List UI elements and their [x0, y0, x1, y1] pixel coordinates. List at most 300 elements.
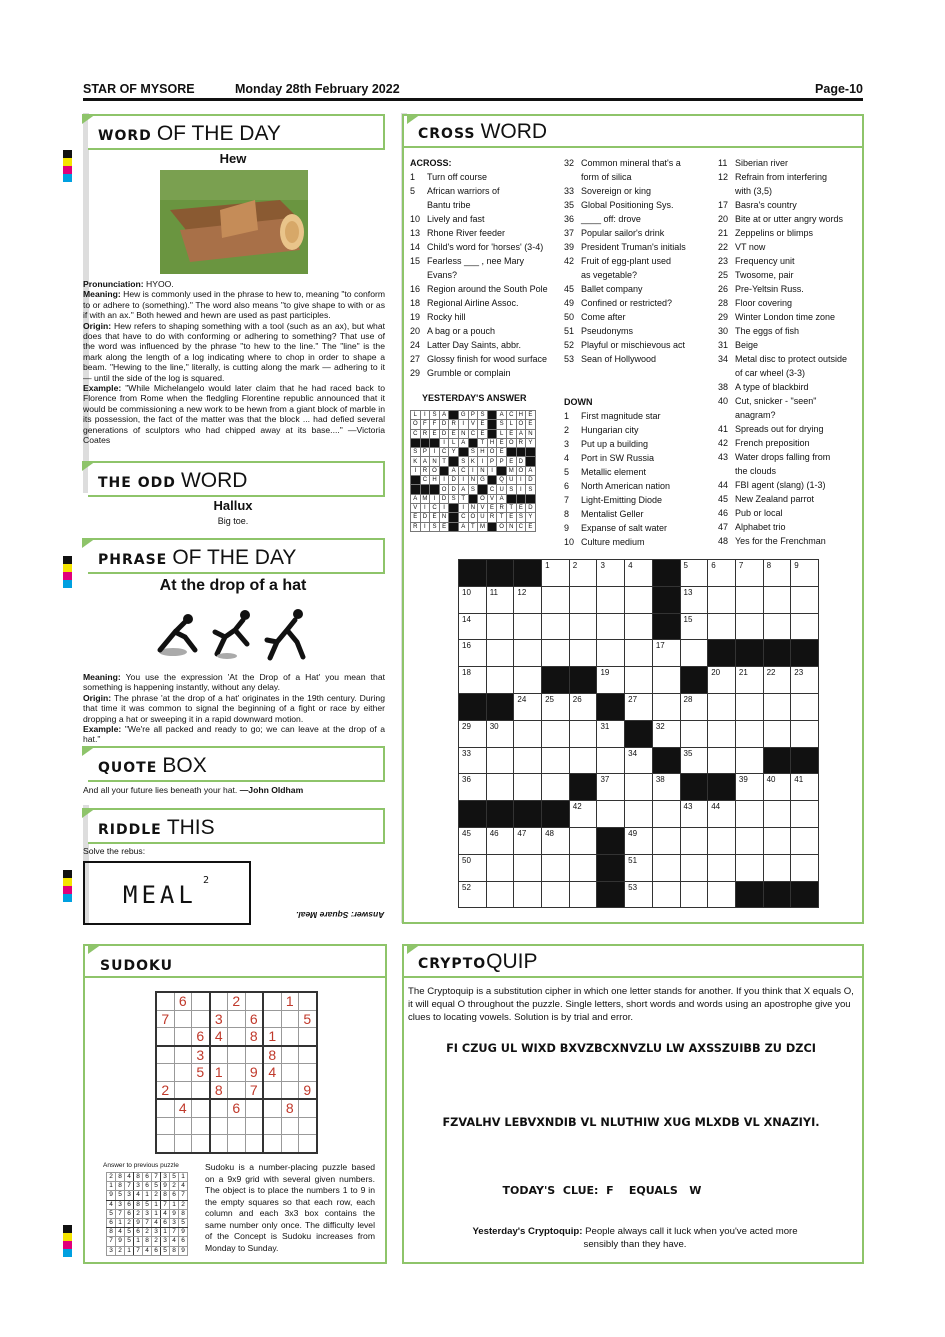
crossword-cell[interactable]	[459, 667, 487, 694]
crossword-cell[interactable]	[763, 720, 791, 747]
crossword-cell[interactable]	[514, 586, 542, 613]
answer-cell: E	[487, 503, 497, 512]
clue-number: 50	[564, 312, 575, 322]
sudoku-cell: 8	[245, 1028, 263, 1046]
crossword-cell	[625, 720, 653, 747]
sudoku-cell[interactable]	[174, 1010, 192, 1028]
sudoku-cell[interactable]	[192, 1135, 210, 1153]
sudoku-cell[interactable]	[192, 1010, 210, 1028]
crossword-cell[interactable]	[652, 801, 680, 828]
crossword-cell[interactable]	[763, 854, 791, 881]
crossword-cell[interactable]	[791, 827, 819, 854]
sudoku-cell[interactable]	[192, 1081, 210, 1099]
sudoku-cell[interactable]	[228, 1117, 246, 1135]
crossword-cell[interactable]	[486, 586, 514, 613]
crossword-cell[interactable]	[459, 586, 487, 613]
crossword-cell[interactable]	[735, 854, 763, 881]
sudoku-cell[interactable]	[245, 1117, 263, 1135]
answer-cell: H	[516, 411, 526, 420]
clue-item	[564, 521, 670, 535]
answer-cell: P	[497, 457, 507, 466]
crossword-cell[interactable]	[597, 720, 625, 747]
crossword-cell[interactable]	[569, 801, 597, 828]
answer-cell: A	[449, 466, 459, 475]
sudoku-cell[interactable]	[156, 1135, 174, 1153]
answer-cell: A	[497, 411, 507, 420]
clue-item	[718, 338, 847, 352]
crossword-cell[interactable]	[680, 801, 708, 828]
answer-cell: L	[411, 411, 421, 420]
crossword-cell[interactable]	[459, 827, 487, 854]
answer-cell	[487, 522, 497, 531]
sudoku-cell[interactable]	[156, 1046, 174, 1064]
crossword-cell[interactable]	[625, 560, 653, 587]
crossword-cell[interactable]	[542, 613, 570, 640]
quote-title: QUOTE BOX	[98, 754, 207, 777]
answer-cell: E	[430, 429, 440, 438]
crossword-cell[interactable]	[791, 720, 819, 747]
clue-text: Hungarian city	[581, 425, 639, 435]
crossword-cell[interactable]	[763, 560, 791, 587]
sudoku-answer-cell: 8	[116, 1173, 125, 1182]
cell-number: 34	[628, 748, 638, 758]
crossword-cell[interactable]	[625, 881, 653, 908]
answer-cell: R	[411, 522, 421, 531]
sudoku-cell[interactable]	[228, 1135, 246, 1153]
cell-number: 36	[462, 775, 471, 785]
crossword-cell[interactable]	[542, 693, 570, 720]
crossword-cell[interactable]	[735, 667, 763, 694]
crossword-cell	[459, 560, 487, 587]
answer-cell: O	[478, 494, 488, 503]
crossword-cell[interactable]	[514, 827, 542, 854]
sudoku-cell[interactable]	[281, 1010, 299, 1028]
crossword-cell[interactable]	[597, 801, 625, 828]
answer-cell: Y	[526, 438, 536, 447]
crossword-cell[interactable]	[680, 747, 708, 774]
crossword-cell[interactable]	[625, 801, 653, 828]
crossword-cell[interactable]	[597, 667, 625, 694]
clue-number: 7	[564, 495, 570, 505]
crossword-cell[interactable]	[514, 774, 542, 801]
sudoku-answer-cell: 1	[170, 1200, 179, 1209]
sudoku-header-rule	[85, 976, 385, 978]
crossword-cell[interactable]	[486, 720, 514, 747]
answer-cell: A	[439, 411, 449, 420]
answer-cell: N	[468, 503, 478, 512]
clue-text: Basra's country	[735, 200, 797, 210]
crossword-cell[interactable]	[486, 640, 514, 667]
sudoku-cell[interactable]	[263, 1081, 281, 1099]
crossword-cell[interactable]	[791, 586, 819, 613]
sudoku-cell[interactable]	[228, 1064, 246, 1082]
sudoku-cell[interactable]	[299, 1028, 317, 1046]
sudoku-answer-cell: 8	[134, 1200, 143, 1209]
crossword-cell[interactable]	[569, 613, 597, 640]
sudoku-answer-cell: 7	[143, 1218, 152, 1227]
crossword-cell[interactable]	[791, 774, 819, 801]
clue-number: 9	[564, 523, 570, 533]
answer-cell: E	[430, 513, 440, 522]
answer-cell	[516, 494, 526, 503]
sudoku-cell: 5	[299, 1010, 317, 1028]
sudoku-cell[interactable]	[210, 1046, 228, 1064]
sudoku-answer-cell: 5	[161, 1246, 170, 1255]
sudoku-answer-cell: 2	[134, 1209, 143, 1218]
crossword-cell[interactable]	[597, 774, 625, 801]
cell-number: 18	[462, 668, 471, 678]
sudoku-cell[interactable]	[299, 1117, 317, 1135]
crossword-cell[interactable]	[735, 774, 763, 801]
answer-cell: E	[516, 503, 526, 512]
clue-number: 14	[410, 242, 421, 252]
sudoku-cell[interactable]	[281, 1135, 299, 1153]
crossword-cell[interactable]	[735, 693, 763, 720]
crossword-cell[interactable]	[514, 854, 542, 881]
sudoku-cell[interactable]	[156, 1028, 174, 1046]
crossword-cell[interactable]	[680, 586, 708, 613]
crossword-cell[interactable]	[708, 693, 736, 720]
crossword-cell[interactable]	[625, 693, 653, 720]
sudoku-answer-cell: 4	[170, 1237, 179, 1246]
sudoku-cell[interactable]	[263, 1117, 281, 1135]
sudoku-cell[interactable]	[299, 1046, 317, 1064]
crossword-cell[interactable]	[652, 693, 680, 720]
sudoku-cell[interactable]	[281, 1117, 299, 1135]
crossword-cell[interactable]	[735, 827, 763, 854]
crossword-cell[interactable]	[569, 827, 597, 854]
answer-cell: U	[497, 485, 507, 494]
clue-number: 31	[718, 340, 729, 350]
crossword-cell[interactable]	[542, 560, 570, 587]
answer-cell	[487, 420, 497, 429]
crossword-cell[interactable]	[514, 881, 542, 908]
sudoku-answer-cell: 6	[143, 1182, 152, 1191]
clue-text: A type of blackbird	[735, 382, 809, 392]
clue-item	[564, 493, 670, 507]
crossword-cell[interactable]	[791, 801, 819, 828]
cell-number: 31	[600, 721, 610, 731]
crossword-cell[interactable]	[597, 586, 625, 613]
crossword-cell[interactable]	[680, 720, 708, 747]
crossword-cell[interactable]	[735, 560, 763, 587]
clue-text: Cut, snicker - "seen"	[735, 396, 817, 406]
sudoku-answer-cell: 3	[152, 1228, 161, 1237]
crossword-cell[interactable]	[542, 586, 570, 613]
sudoku-cell[interactable]	[174, 1046, 192, 1064]
crossword-cell[interactable]	[459, 720, 487, 747]
crossword-cell[interactable]	[708, 827, 736, 854]
crossword-cell[interactable]	[459, 747, 487, 774]
sudoku-cell[interactable]	[281, 1046, 299, 1064]
crossword-cell[interactable]	[763, 827, 791, 854]
crossword-cell[interactable]	[763, 667, 791, 694]
clue-item	[718, 520, 847, 534]
sudoku-cell[interactable]	[156, 1064, 174, 1082]
clue-item	[410, 254, 548, 268]
crossword-cell[interactable]	[542, 854, 570, 881]
crossword-cell[interactable]	[514, 667, 542, 694]
sudoku-cell[interactable]	[174, 1064, 192, 1082]
crossword-cell[interactable]	[680, 881, 708, 908]
clue-item	[564, 479, 670, 493]
sudoku-cell[interactable]	[174, 1081, 192, 1099]
crossword-cell[interactable]	[569, 586, 597, 613]
crossword-cell[interactable]	[569, 560, 597, 587]
crossword-cell[interactable]	[542, 827, 570, 854]
crossword-cell[interactable]	[652, 667, 680, 694]
sudoku-cell[interactable]	[174, 1117, 192, 1135]
sudoku-cell[interactable]	[281, 1028, 299, 1046]
crossword-cell[interactable]	[459, 640, 487, 667]
crossword-cell[interactable]	[708, 560, 736, 587]
crossword-cell[interactable]	[569, 640, 597, 667]
crossword-cell[interactable]	[625, 854, 653, 881]
clue-text: VT now	[735, 242, 766, 252]
crossword-cell[interactable]	[569, 747, 597, 774]
sudoku-cell[interactable]	[263, 1135, 281, 1153]
sudoku-cell[interactable]	[210, 1099, 228, 1117]
sudoku-cell[interactable]	[263, 992, 281, 1010]
sudoku-cell[interactable]	[210, 1117, 228, 1135]
crossword-cell[interactable]	[708, 586, 736, 613]
crossword-cell[interactable]	[459, 774, 487, 801]
sudoku-cell[interactable]	[299, 992, 317, 1010]
crossword-cell[interactable]	[680, 613, 708, 640]
crossword-cell[interactable]	[625, 613, 653, 640]
crossword-cell[interactable]	[763, 801, 791, 828]
crossword-cell[interactable]	[625, 747, 653, 774]
sudoku-cell: 9	[245, 1064, 263, 1082]
crossword-cell[interactable]	[459, 854, 487, 881]
crossword-cell[interactable]	[791, 854, 819, 881]
sudoku-answer-cell: 3	[161, 1237, 170, 1246]
cell-number: 38	[655, 775, 665, 785]
answer-cell: E	[411, 513, 421, 522]
sudoku-cell[interactable]	[210, 992, 228, 1010]
crossword-cell[interactable]	[652, 774, 680, 801]
crossword-cell[interactable]	[514, 747, 542, 774]
answer-cell	[458, 448, 468, 457]
crossword-cell[interactable]	[791, 667, 819, 694]
crossword-cell[interactable]	[652, 854, 680, 881]
sudoku-cell[interactable]	[263, 1099, 281, 1117]
answer-cell: C	[506, 411, 516, 420]
crossword-cell[interactable]	[597, 560, 625, 587]
answer-cell	[516, 448, 526, 457]
answer-cell: C	[468, 429, 478, 438]
crossword-cell[interactable]	[763, 693, 791, 720]
sudoku-cell[interactable]	[192, 1117, 210, 1135]
sudoku-cell[interactable]	[245, 1135, 263, 1153]
sudoku-cell[interactable]	[156, 992, 174, 1010]
crossword-cell[interactable]	[708, 854, 736, 881]
clue-text: Confined or restricted?	[581, 298, 673, 308]
answer-cell	[526, 494, 536, 503]
sudoku-cell[interactable]	[210, 1135, 228, 1153]
crossword-cell[interactable]	[486, 881, 514, 908]
crossword-cell[interactable]	[652, 720, 680, 747]
sudoku-cell[interactable]	[228, 1046, 246, 1064]
crossword-cell[interactable]	[763, 774, 791, 801]
crossword-cell[interactable]	[486, 774, 514, 801]
answer-cell: I	[458, 476, 468, 485]
clue-text: Child's word for 'horses' (3-4)	[427, 242, 544, 252]
sudoku-answer-cell: 2	[179, 1200, 188, 1209]
crossword-cell[interactable]	[708, 881, 736, 908]
crossword-cell[interactable]	[569, 720, 597, 747]
cell-number: 42	[572, 802, 582, 812]
crossword-cell[interactable]	[708, 720, 736, 747]
sudoku-answer-cell: 7	[170, 1228, 179, 1237]
clue-item	[564, 296, 686, 310]
crossword-cell[interactable]	[486, 613, 514, 640]
crossword-cell[interactable]	[486, 854, 514, 881]
sudoku-answer-cell: 3	[116, 1200, 125, 1209]
crossword-cell[interactable]	[680, 560, 708, 587]
crossword-cell[interactable]	[625, 774, 653, 801]
crossword-cell[interactable]	[459, 613, 487, 640]
sudoku-cell[interactable]	[263, 1010, 281, 1028]
sudoku-cell[interactable]	[228, 1010, 246, 1028]
crossword-cell[interactable]	[652, 640, 680, 667]
clue-text: Beige	[735, 340, 759, 350]
crossword-cell[interactable]	[680, 854, 708, 881]
answer-cell: S	[478, 411, 488, 420]
crossword-cell[interactable]	[735, 747, 763, 774]
crossword-cell[interactable]	[569, 854, 597, 881]
crossword-cell[interactable]	[625, 640, 653, 667]
crossword-cell[interactable]	[735, 613, 763, 640]
crossword-cell[interactable]	[597, 613, 625, 640]
sudoku-cell: 7	[156, 1010, 174, 1028]
crossword-cell[interactable]	[680, 827, 708, 854]
sudoku-cell[interactable]	[299, 1099, 317, 1117]
crossword-cell[interactable]	[680, 693, 708, 720]
sudoku-cell[interactable]	[299, 1064, 317, 1082]
crossword-cell[interactable]	[542, 640, 570, 667]
sudoku-cell[interactable]	[174, 1135, 192, 1153]
sudoku-cell[interactable]	[228, 1028, 246, 1046]
crossword-cell[interactable]	[763, 586, 791, 613]
answer-cell: O	[516, 466, 526, 475]
sudoku-cell[interactable]	[245, 992, 263, 1010]
crossword-cell	[542, 801, 570, 828]
crossword-cell[interactable]	[514, 640, 542, 667]
crossword-cell[interactable]	[652, 881, 680, 908]
answer-cell	[526, 457, 536, 466]
answer-cell: R	[516, 438, 526, 447]
clue-number: 51	[564, 326, 575, 336]
cell-number: 11	[489, 587, 498, 597]
sudoku-cell[interactable]	[156, 1117, 174, 1135]
sudoku-answer-cell: 5	[125, 1228, 134, 1237]
crossword-cell[interactable]	[569, 693, 597, 720]
sudoku-cell[interactable]	[281, 1064, 299, 1082]
crossword-cell[interactable]	[763, 613, 791, 640]
quote-header	[88, 746, 385, 782]
sudoku-cell[interactable]	[192, 1099, 210, 1117]
crossword-cell[interactable]	[569, 881, 597, 908]
crossword-cell[interactable]	[597, 747, 625, 774]
cell-number: 49	[628, 828, 638, 838]
sudoku-cell[interactable]	[299, 1135, 317, 1153]
sudoku-answer-cell: 6	[143, 1173, 152, 1182]
crossword-cell[interactable]	[625, 667, 653, 694]
crossword-cell[interactable]	[542, 774, 570, 801]
crossword-cell[interactable]	[791, 613, 819, 640]
crossword-cell[interactable]	[486, 747, 514, 774]
crossword-cell	[735, 640, 763, 667]
sudoku-cell[interactable]	[192, 992, 210, 1010]
answer-cell: U	[506, 476, 516, 485]
clue-number: 27	[410, 354, 421, 364]
phrase-header	[88, 538, 385, 574]
crossword-cell[interactable]	[514, 720, 542, 747]
clue-text: Put up a building	[581, 439, 649, 449]
cell-number: 2	[572, 561, 578, 570]
clue-number: 13	[410, 228, 421, 238]
answer-cell: D	[449, 476, 459, 485]
sudoku-cell[interactable]	[228, 1081, 246, 1099]
sudoku-cell[interactable]	[245, 1099, 263, 1117]
clue-number: 16	[410, 284, 421, 294]
clue-item	[718, 282, 847, 296]
cell-number: 1	[545, 561, 550, 570]
paper-name: STAR OF MYSORE	[83, 82, 195, 96]
crossword-cell[interactable]	[708, 747, 736, 774]
crossword-cell[interactable]	[708, 667, 736, 694]
clue-item	[564, 212, 686, 226]
crossword-cell[interactable]	[735, 586, 763, 613]
crossword-cell[interactable]	[735, 720, 763, 747]
crossword-cell[interactable]	[486, 667, 514, 694]
crossword-cell[interactable]	[514, 693, 542, 720]
crossword-cell[interactable]	[486, 827, 514, 854]
crossword-cell	[459, 693, 487, 720]
sudoku-cell[interactable]	[174, 1028, 192, 1046]
crossword-cell[interactable]	[708, 613, 736, 640]
sudoku-cell[interactable]	[245, 1046, 263, 1064]
crossword-cell[interactable]	[597, 640, 625, 667]
cell-number: 26	[572, 694, 582, 704]
crossword-cell[interactable]	[791, 560, 819, 587]
sudoku-cell[interactable]	[156, 1099, 174, 1117]
answer-cell: H	[478, 448, 488, 457]
crossword-cell[interactable]	[652, 827, 680, 854]
answer-cell: S	[506, 485, 516, 494]
cell-number: 15	[683, 614, 693, 624]
crossword-cell[interactable]	[542, 881, 570, 908]
cryptoquip-intro: The Cryptoquip is a substitution cipher in which one letter stands for another. If you think that X equals O, it will equal O throughout the puzzle. Single letters, short words and words using an apostrophe give you clues to locating vowels. Solution is by trial and error.	[408, 986, 854, 1023]
crossword-cell[interactable]	[542, 720, 570, 747]
crossword-cell[interactable]	[735, 801, 763, 828]
sudoku-cell[interactable]	[281, 1081, 299, 1099]
cryptoquip-line2: FZVALHV LEBVXNDIB VL NLUTHIW XUG MLXDB VL XNAZIYI.	[442, 1116, 820, 1129]
crossword-cell[interactable]	[542, 747, 570, 774]
answer-cell: I	[458, 503, 468, 512]
crossword-cell[interactable]	[625, 827, 653, 854]
answer-cell: A	[497, 494, 507, 503]
crossword-cell[interactable]	[680, 640, 708, 667]
crossword-cell[interactable]	[791, 693, 819, 720]
crossword-cell[interactable]	[708, 801, 736, 828]
crossword-cell[interactable]	[514, 613, 542, 640]
answer-cell: T	[478, 438, 488, 447]
crossword-cell[interactable]	[625, 586, 653, 613]
sudoku-answer-cell: 2	[116, 1246, 125, 1255]
crossword-cell[interactable]	[459, 881, 487, 908]
